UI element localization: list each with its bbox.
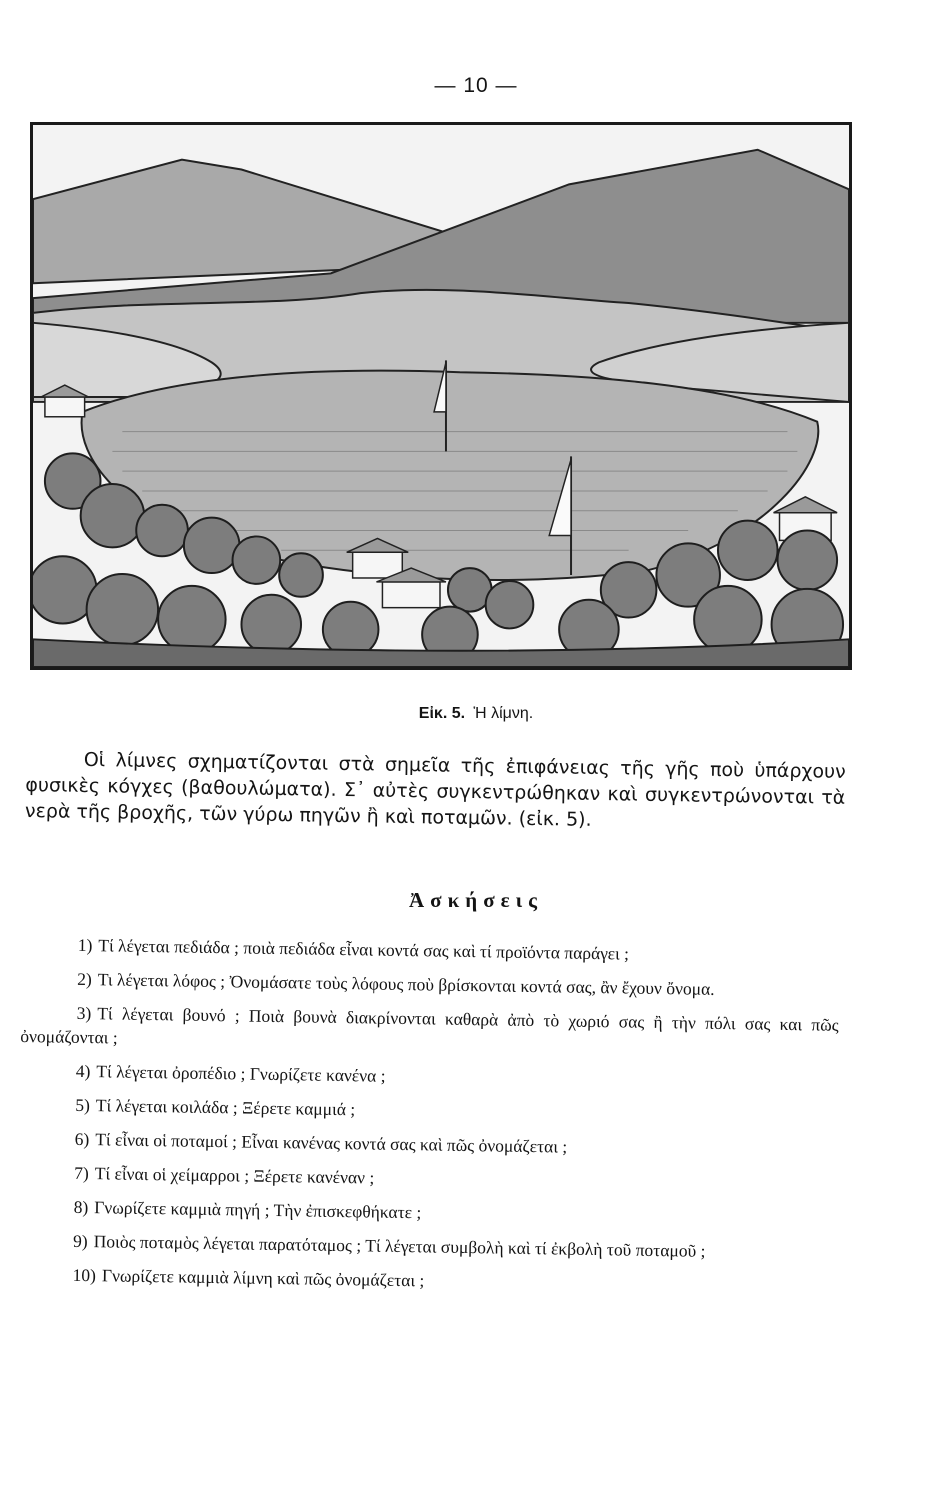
- body-paragraph: Οἱ λίμνες σχηματίζονται στὰ σημεῖα τῆς ἐπιφάνειας τῆς γῆς ποὺ ὑπάρχουν φυσικὲς κόγχες (βαθουλώματα). Σ᾽ αὐτὲς συγκεντρώθηκαν καὶ συγκεντρώνονται τὰ νερὰ τῆς βροχῆς, τῶν γύρω πηγῶν ἢ καὶ ποταμῶν. (εἰκ. 5).: [24, 748, 846, 831]
- exercise-text: Τί εἶναι οἱ ποταμοί ; Εἶναι κανένας κοντά σας καὶ πῶς ὀνομάζεται ;: [95, 1129, 568, 1157]
- page-number: — 10 —: [434, 74, 518, 97]
- exercise-number: 4): [75, 1060, 91, 1082]
- exercise-item: [22, 932, 840, 969]
- exercise-item: [16, 1262, 834, 1299]
- exercise-item: [20, 1058, 838, 1095]
- exercise-number: 9): [72, 1230, 88, 1252]
- exercise-list: [16, 932, 840, 1309]
- exercise-item: [18, 1160, 836, 1197]
- exercise-item: [18, 1194, 836, 1231]
- exercise-number: 5): [75, 1094, 91, 1116]
- exercise-text: Τί λέγεται κοιλάδα ; Ξέρετε καμμιά ;: [95, 1095, 356, 1120]
- exercise-number: 7): [74, 1162, 89, 1184]
- exercise-number: 6): [74, 1128, 90, 1150]
- lake-drawing: [33, 125, 849, 667]
- exercise-number: 8): [73, 1196, 89, 1218]
- exercise-number: 2): [77, 968, 93, 990]
- exercise-text: Γνωρίζετε καμμιὰ πηγή ; Τὴν ἐπισκεφθήκατε ;: [94, 1197, 422, 1223]
- exercise-item: [20, 1000, 839, 1061]
- exercise-item: [19, 1092, 837, 1129]
- exercise-text: Τί λέγεται βουνό ; Ποιὰ βουνὰ διακρίνονται καθαρὰ ἀπὸ τὸ χωριό σας ἢ τὴν πόλι σας και πῶς ὀνομάζονται ;: [20, 1003, 839, 1048]
- exercise-text: Τί εἶναι οἱ χείμαρροι ; Ξέρετε κανέναν ;: [94, 1163, 375, 1188]
- exercise-text: Γνωρίζετε καμμιὰ λίμνη καὶ πῶς ὀνομάζεται ;: [101, 1265, 425, 1291]
- figure-caption: [0, 705, 952, 723]
- exercise-text: Τί λέγεται ὀροπέδιο ; Γνωρίζετε κανένα ;: [96, 1061, 386, 1086]
- exercise-item: [19, 1126, 837, 1163]
- caption-label: Εἰκ. 5.: [418, 705, 466, 722]
- exercise-number: 1): [77, 934, 93, 956]
- exercise-number: 3): [76, 1002, 92, 1024]
- exercises-title: Ἀσκήσεις: [409, 888, 543, 912]
- exercise-text: Τί λέγεται πεδιάδα ; ποιὰ πεδιάδα εἶναι κοντά σας καὶ τί προϊόντα παράγει ;: [98, 935, 630, 964]
- exercise-number: 10): [72, 1264, 97, 1286]
- exercise-item: [21, 966, 839, 1003]
- lake-illustration: [30, 122, 852, 670]
- caption-text: Ἡ λίμνη.: [473, 705, 534, 722]
- exercise-text: Ποιὸς ποταμὸς λέγεται παρατόταμος ; Τί λέγεται συμβολὴ καὶ τί ἐκβολὴ τοῦ ποταμοῦ ;: [93, 1231, 706, 1261]
- exercise-item: [17, 1228, 835, 1265]
- exercise-text: Τι λέγεται λόφος ; Ὀνομάσατε τοὺς λόφους ποὺ βρίσκονται κοντά σας, ἂν ἔχουν ὄνομα.: [97, 969, 715, 999]
